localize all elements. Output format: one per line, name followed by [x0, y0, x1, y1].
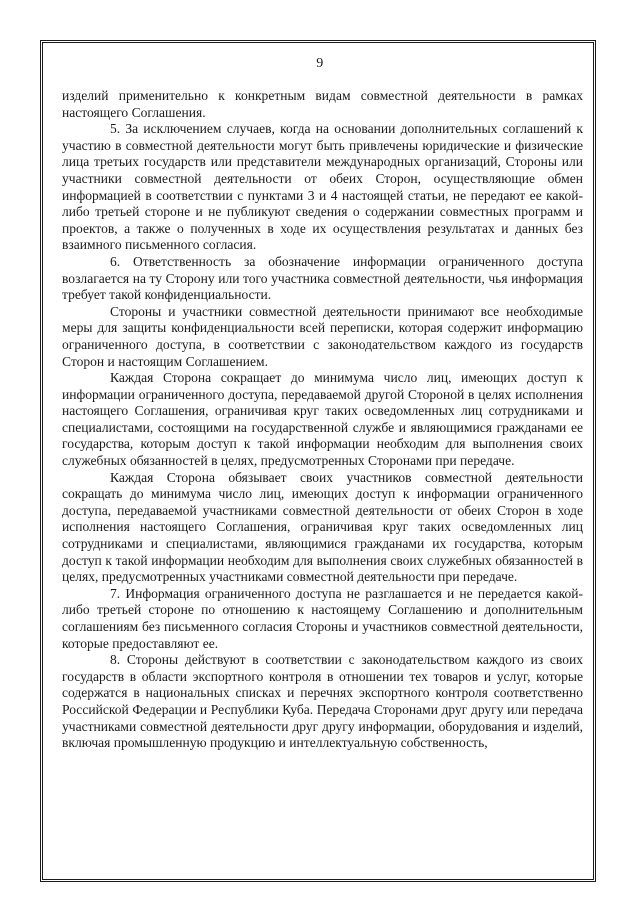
paragraph-clause-6: 6. Ответственность за обозначение информации ограниченного доступа возлагается на ту Сторону или того участника совместной деятельности, чья информация требует такой конфиденциальности. — [62, 253, 583, 303]
page-number: 9 — [316, 56, 324, 71]
paragraph-clause-7: 7. Информация ограниченного доступа не разглашается и не передается какой-либо третьей стороне по отношению к настоящему Соглашению и дополнительным соглашениям без письменного согласия Стороны и участников совместной деятельности, которые предоставляют ее. — [62, 585, 583, 651]
paragraph-party-access-limit: Каждая Сторона сокращает до минимума число лиц, имеющих доступ к информации ограниченного доступа, передаваемой другой Стороной в целях исполнения настоящего Соглашения, ограничивая круг таких осведомленных лиц сотрудниками и специалистами, состоящими на государственной службе и являющимися гражданами ее государства, которым доступ к такой информации необходим для выполнения своих служебных обязанностей в целях, предусмотренных Сторонами при передаче. — [62, 370, 583, 469]
paragraph-confidentiality-measures: Стороны и участники совместной деятельности принимают все необходимые меры для защиты конфиденциальности всей переписки, которая содержит информацию ограниченного доступа, в соответствии с законодательством каждого из государств Сторон и настоящим Соглашением. — [62, 303, 583, 369]
paragraph-participants-access-limit: Каждая Сторона обязывает своих участников совместной деятельности сокращать до минимума число лиц, имеющих доступ к информации ограниченного доступа, передаваемой участниками совместной деятельности от обеих Сторон в ходе исполнения настоящего Соглашения, ограничивая круг таких осведомленных лиц сотрудниками и специалистами, являющимися гражданами их государства, которым доступ к такой информации необходим для выполнения своих служебных обязанностей в целях, предусмотренных участниками совместной деятельности при передаче. — [62, 469, 583, 585]
paragraph-continuation: изделий применительно к конкретным видам совместной деятельности в рамках настоящего Соглашения. — [62, 88, 583, 120]
paragraph-clause-5: 5. За исключением случаев, когда на основании дополнительных соглашений к участию в совместной деятельности могут быть привлечены юридические и физические лица третьих государств или представители международных организаций, Стороны или участники совместной деятельности от обеих Сторон, осуществляющие обмен информацией в соответствии с пунктами 3 и 4 настоящей статьи, не передают ее какой-либо третьей стороне и не публикуют сведения о содержании совместных программ и проектов, а также о полученных в ходе их осуществления результатах и данных без взаимного письменного согласия. — [62, 121, 583, 253]
document-body — [62, 88, 583, 752]
paragraph-clause-8: 8. Стороны действуют в соответствии с законодательством каждого из своих государств в области экспортного контроля в отношении тех товаров и услуг, которые содержатся в национальных списках и перечнях экспортного контроля соответственно Российской Федерации и Республики Куба. Передача Сторонами друг другу или передача участниками совместной деятельности друг другу информации, оборудования и изделий, включая промышленную продукцию и интеллектуальную собственность, — [62, 652, 583, 751]
